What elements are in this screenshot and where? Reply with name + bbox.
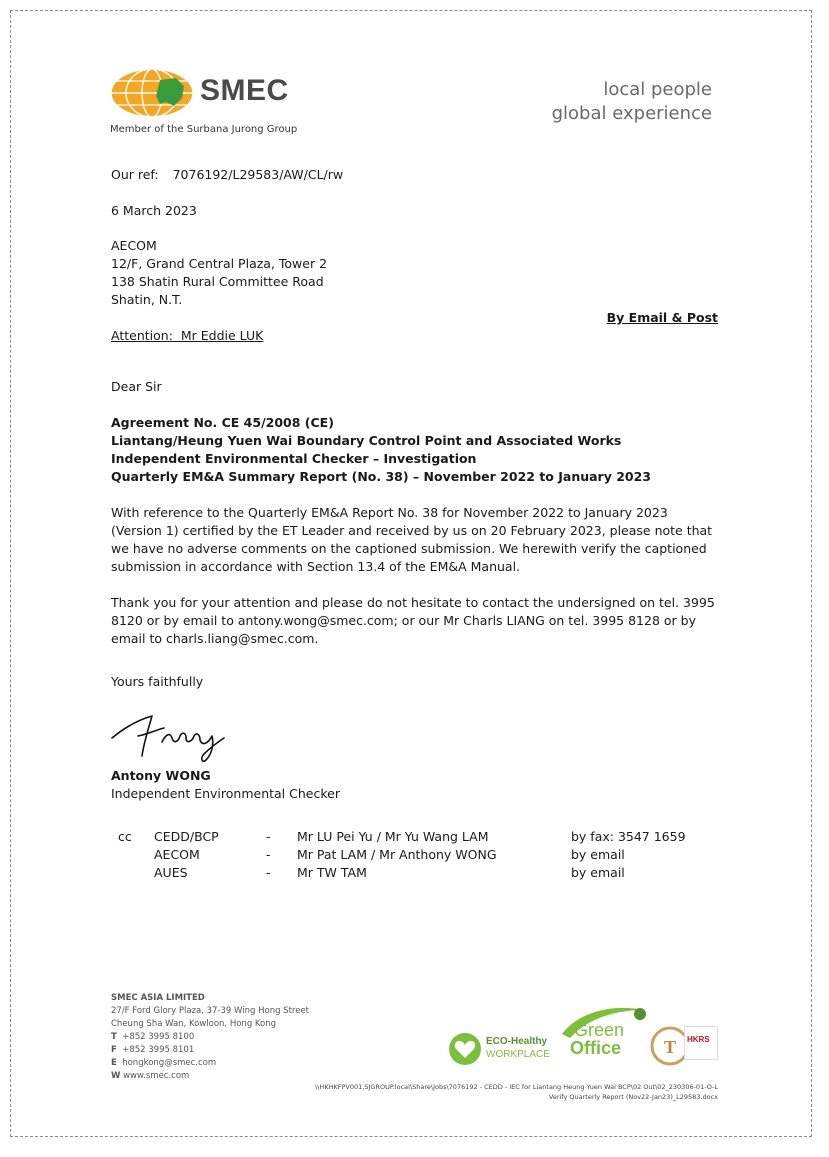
smec-logo <box>110 68 300 118</box>
green-text: Green <box>574 1020 625 1040</box>
address-line: AECOM <box>111 238 157 253</box>
web-value: www.smec.com <box>123 1071 190 1081</box>
ref-value: 7076192/L29583/AW/CL/rw <box>172 167 344 182</box>
footer-address-line: Cheung Sha Wan, Kowloon, Hong Kong <box>111 1019 277 1029</box>
svg-text:T: T <box>663 1037 677 1057</box>
file-path <box>300 1082 718 1102</box>
file-path-line-2: Verify Quarterly Report (Nov22-Jan23)_L29583.docx <box>548 1093 718 1101</box>
cc-names: Mr LU Pei Yu / Mr Yu Wang LAM <box>297 829 489 844</box>
footer-tel <box>111 1031 361 1044</box>
body-paragraph-1: With reference to the Quarterly EM&A Report No. 38 for November 2022 to January 2023 (Version 1) certified by the ET Leader and received by us on 20 February 2023, please note that we have no adverse comments on the captioned submission. We herewith verify the captioned submission in accordance with Section 13.4 of the EM&A Manual. <box>111 505 713 574</box>
cc-table <box>154 828 734 882</box>
subject-line: Quarterly EM&A Summary Report (No. 38) – November 2022 to January 2023 <box>111 469 652 484</box>
hkrs-text: HKRS <box>687 1035 710 1044</box>
cc-label: cc <box>118 829 132 844</box>
eco-text-1: ECO-Healthy <box>486 1036 548 1047</box>
cc-dash: - <box>266 865 271 880</box>
cc-org: AECOM <box>154 847 200 862</box>
tagline-line-2: global experience <box>551 103 712 124</box>
tel-label: T <box>111 1032 117 1042</box>
green-office-badge <box>560 1004 650 1068</box>
subject-line: Liantang/Heung Yuen Wai Boundary Control Point and Associated Works <box>111 433 622 448</box>
eco-heart-icon <box>448 1032 482 1066</box>
email-label: E <box>111 1058 117 1068</box>
cc-names: Mr TW TAM <box>297 865 367 880</box>
footer-address-line: 27/F Ford Glory Plaza, 37-39 Wing Hong Street <box>111 1006 310 1016</box>
member-line: Member of the Surbana Jurong Group <box>110 124 298 135</box>
attention-line: Attention: Mr Eddie LUK <box>111 328 264 343</box>
footer-email <box>111 1057 361 1070</box>
body-paragraph-2: Thank you for your attention and please do not hesitate to contact the undersigned on tel. 3995 8120 or by email to antony.wong@smec.com; or our Mr Charls LIANG on tel. 3995 8128 or by email to charls.liang@smec.com. <box>111 595 715 646</box>
signature-image <box>108 708 228 764</box>
cc-method: by email <box>571 865 625 880</box>
hkrs-badge <box>684 1026 718 1060</box>
signer-name: Antony WONG <box>111 768 211 783</box>
footer-fax <box>111 1044 361 1057</box>
web-label: W <box>111 1071 121 1081</box>
tagline-line-1: local people <box>603 79 712 100</box>
address-line: 12/F, Grand Central Plaza, Tower 2 <box>111 256 328 271</box>
tel-value: +852 3995 8100 <box>122 1032 195 1042</box>
subject-line: Independent Environmental Checker – Investigation <box>111 451 477 466</box>
closing: Yours faithfully <box>111 674 204 689</box>
file-path-line-1: \\HKHKFPV001.SJGROUP.local\Share\Jobs\7076192 - CEDD - IEC for Liantang Heung Yuen Wai BCP\02 Out\02_230306-01-O-L <box>315 1083 718 1091</box>
cc-dash: - <box>266 847 271 862</box>
email-value: hongkong@smec.com <box>122 1058 217 1068</box>
footer-company-block <box>111 992 361 1083</box>
cc-row <box>154 846 734 864</box>
address-line: Shatin, N.T. <box>111 292 183 307</box>
cc-org: CEDD/BCP <box>154 829 219 844</box>
eco-healthy-badge <box>448 1032 568 1068</box>
logo-wordmark: SMEC <box>200 74 289 107</box>
cc-method: by fax: 3547 1659 <box>571 829 686 844</box>
salutation: Dear Sir <box>111 379 162 394</box>
recipient-address <box>111 237 327 309</box>
our-ref <box>111 166 343 184</box>
globe-icon <box>110 68 194 118</box>
cc-dash: - <box>266 829 271 844</box>
cc-names: Mr Pat LAM / Mr Anthony WONG <box>297 847 497 862</box>
subject-line: Agreement No. CE 45/2008 (CE) <box>111 415 334 430</box>
cc-row <box>154 864 734 882</box>
subject-block <box>111 414 651 486</box>
address-line: 138 Shatin Rural Committee Road <box>111 274 324 289</box>
cc-method: by email <box>571 847 625 862</box>
fax-label: F <box>111 1045 117 1055</box>
signer-title: Independent Environmental Checker <box>111 786 340 801</box>
letter-date: 6 March 2023 <box>111 203 197 218</box>
eco-text-2: WORKPLACE <box>486 1049 550 1060</box>
delivery-method: By Email & Post <box>606 310 718 325</box>
fax-value: +852 3995 8101 <box>122 1045 195 1055</box>
office-text: Office <box>570 1038 622 1058</box>
cc-org: AUES <box>154 865 188 880</box>
footer-company-name: SMEC ASIA LIMITED <box>111 993 205 1003</box>
tagline <box>480 78 712 126</box>
cc-row <box>154 828 734 846</box>
ref-label: Our ref: <box>111 167 159 182</box>
